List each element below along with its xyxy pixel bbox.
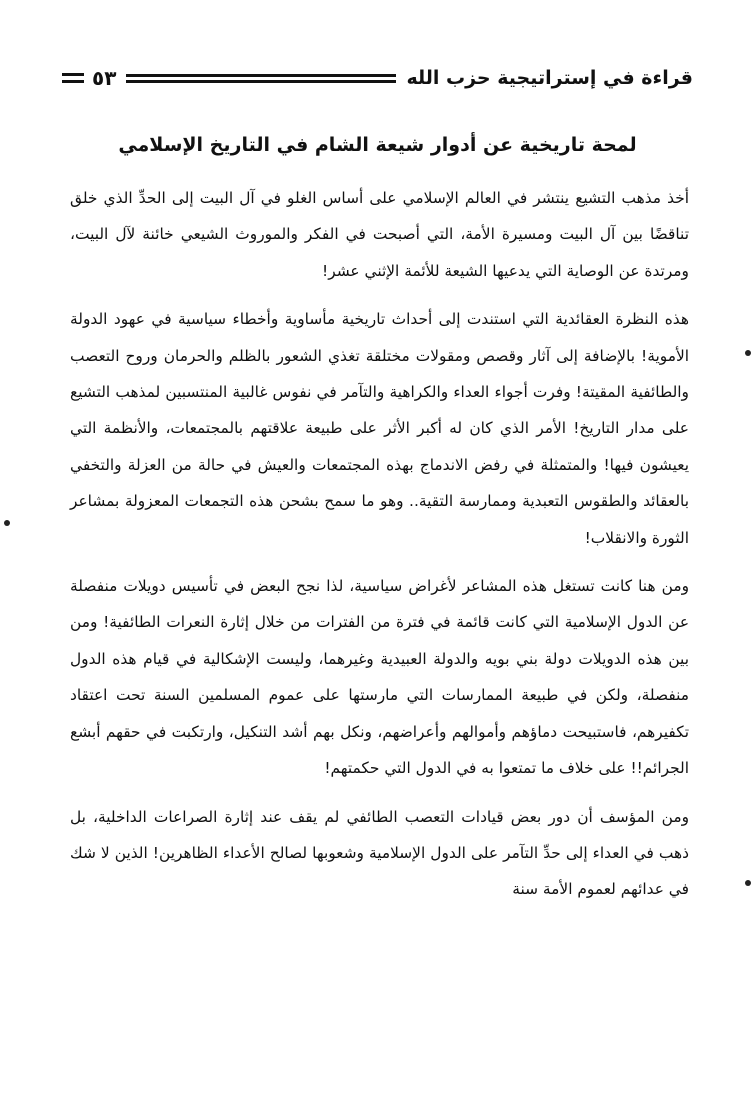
running-header-title: قراءة في إستراتيجية حزب الله [406, 67, 693, 89]
margin-mark [745, 350, 751, 356]
body-text [70, 180, 689, 920]
page-number: ٥٣ [92, 66, 117, 90]
margin-mark [4, 520, 10, 526]
header-end-mark [62, 73, 84, 83]
paragraph-4: ومن المؤسف أن دور بعض قيادات التعصب الطائفي لم يقف عند إثارة الصراعات الداخلية، بل ذهب في العداء إلى حدِّ التآمر على الدول الإسلامية وشعوبها لصالح الأعداء الظاهرين! الذين لا شك في عدائهم لعموم الأمة سنة [70, 807, 689, 899]
paragraph-1: أخذ مذهب التشيع ينتشر في العالم الإسلامي على أساس الغلو في آل البيت إلى الحدِّ الذي خلق تناقضًا بين آل البيت ومسيرة الأمة، التي أصبحت في الفكر والموروث الشيعي خائنة لآل البيت، ومرتدة عن الوصاية التي يدعيها الشيعة للأئمة الإثني عشر! [70, 189, 689, 280]
margin-mark [745, 880, 751, 886]
paragraph-3: ومن هنا كانت تستغل هذه المشاعر لأغراض سياسية، لذا نجح البعض في تأسيس دويلات منفصلة عن الدول الإسلامية التي كانت قائمة في فترة من الفترات من خلال إثارة النعرات الطائفية! ومن بين هذه الدويلات دولة بني بويه والدولة العبيدية وغيرهما، وليست الإشكالية في قيام هذه الدول منفصلة، ولكن في طبيعة الممارسات التي مارستها على عموم المسلمين السنة تحت اعتقاد تكفيرهم، فاستبيحت دماؤهم وأموالهم وأعراضهم، ونكل بهم أشد التنكيل، وارتكبت في حقهم أبشع الجرائم!! على خلاف ما تمتعوا به في الدول التي حكمتهم! [70, 577, 689, 778]
header-rule [126, 74, 396, 83]
running-header [62, 60, 693, 96]
paragraph-2: هذه النظرة العقائدية التي استندت إلى أحداث تاريخية مأساوية وأخطاء سياسية في عهود الدولة الأموية! بالإضافة إلى آثار وقصص ومقولات مختلقة تغذي الشعور بالظلم والحرمان وروح التعصب والطائفية المقيتة! وفرت أجواء العداء والكراهية والتآمر في نفوس غالبية المنتسبين لمذهب التشيع على مدار التاريخ! الأمر الذي كان له أكبر الأثر على طبيعة علاقتهم بالمجتمعات، والأنظمة التي يعيشون فيها! والمتمثلة في رفض الاندماج بهذه المجتمعات والعيش في حالة من العزلة والتخفي بالعقائد والطقوس التعبدية وممارسة التقية.. وهو ما سمح بشحن هذه التجمعات المعزولة بمشاعر الثورة والانقلاب! [70, 310, 689, 547]
section-title: لمحة تاريخية عن أدوار شيعة الشام في التاريخ الإسلامي [118, 134, 637, 156]
